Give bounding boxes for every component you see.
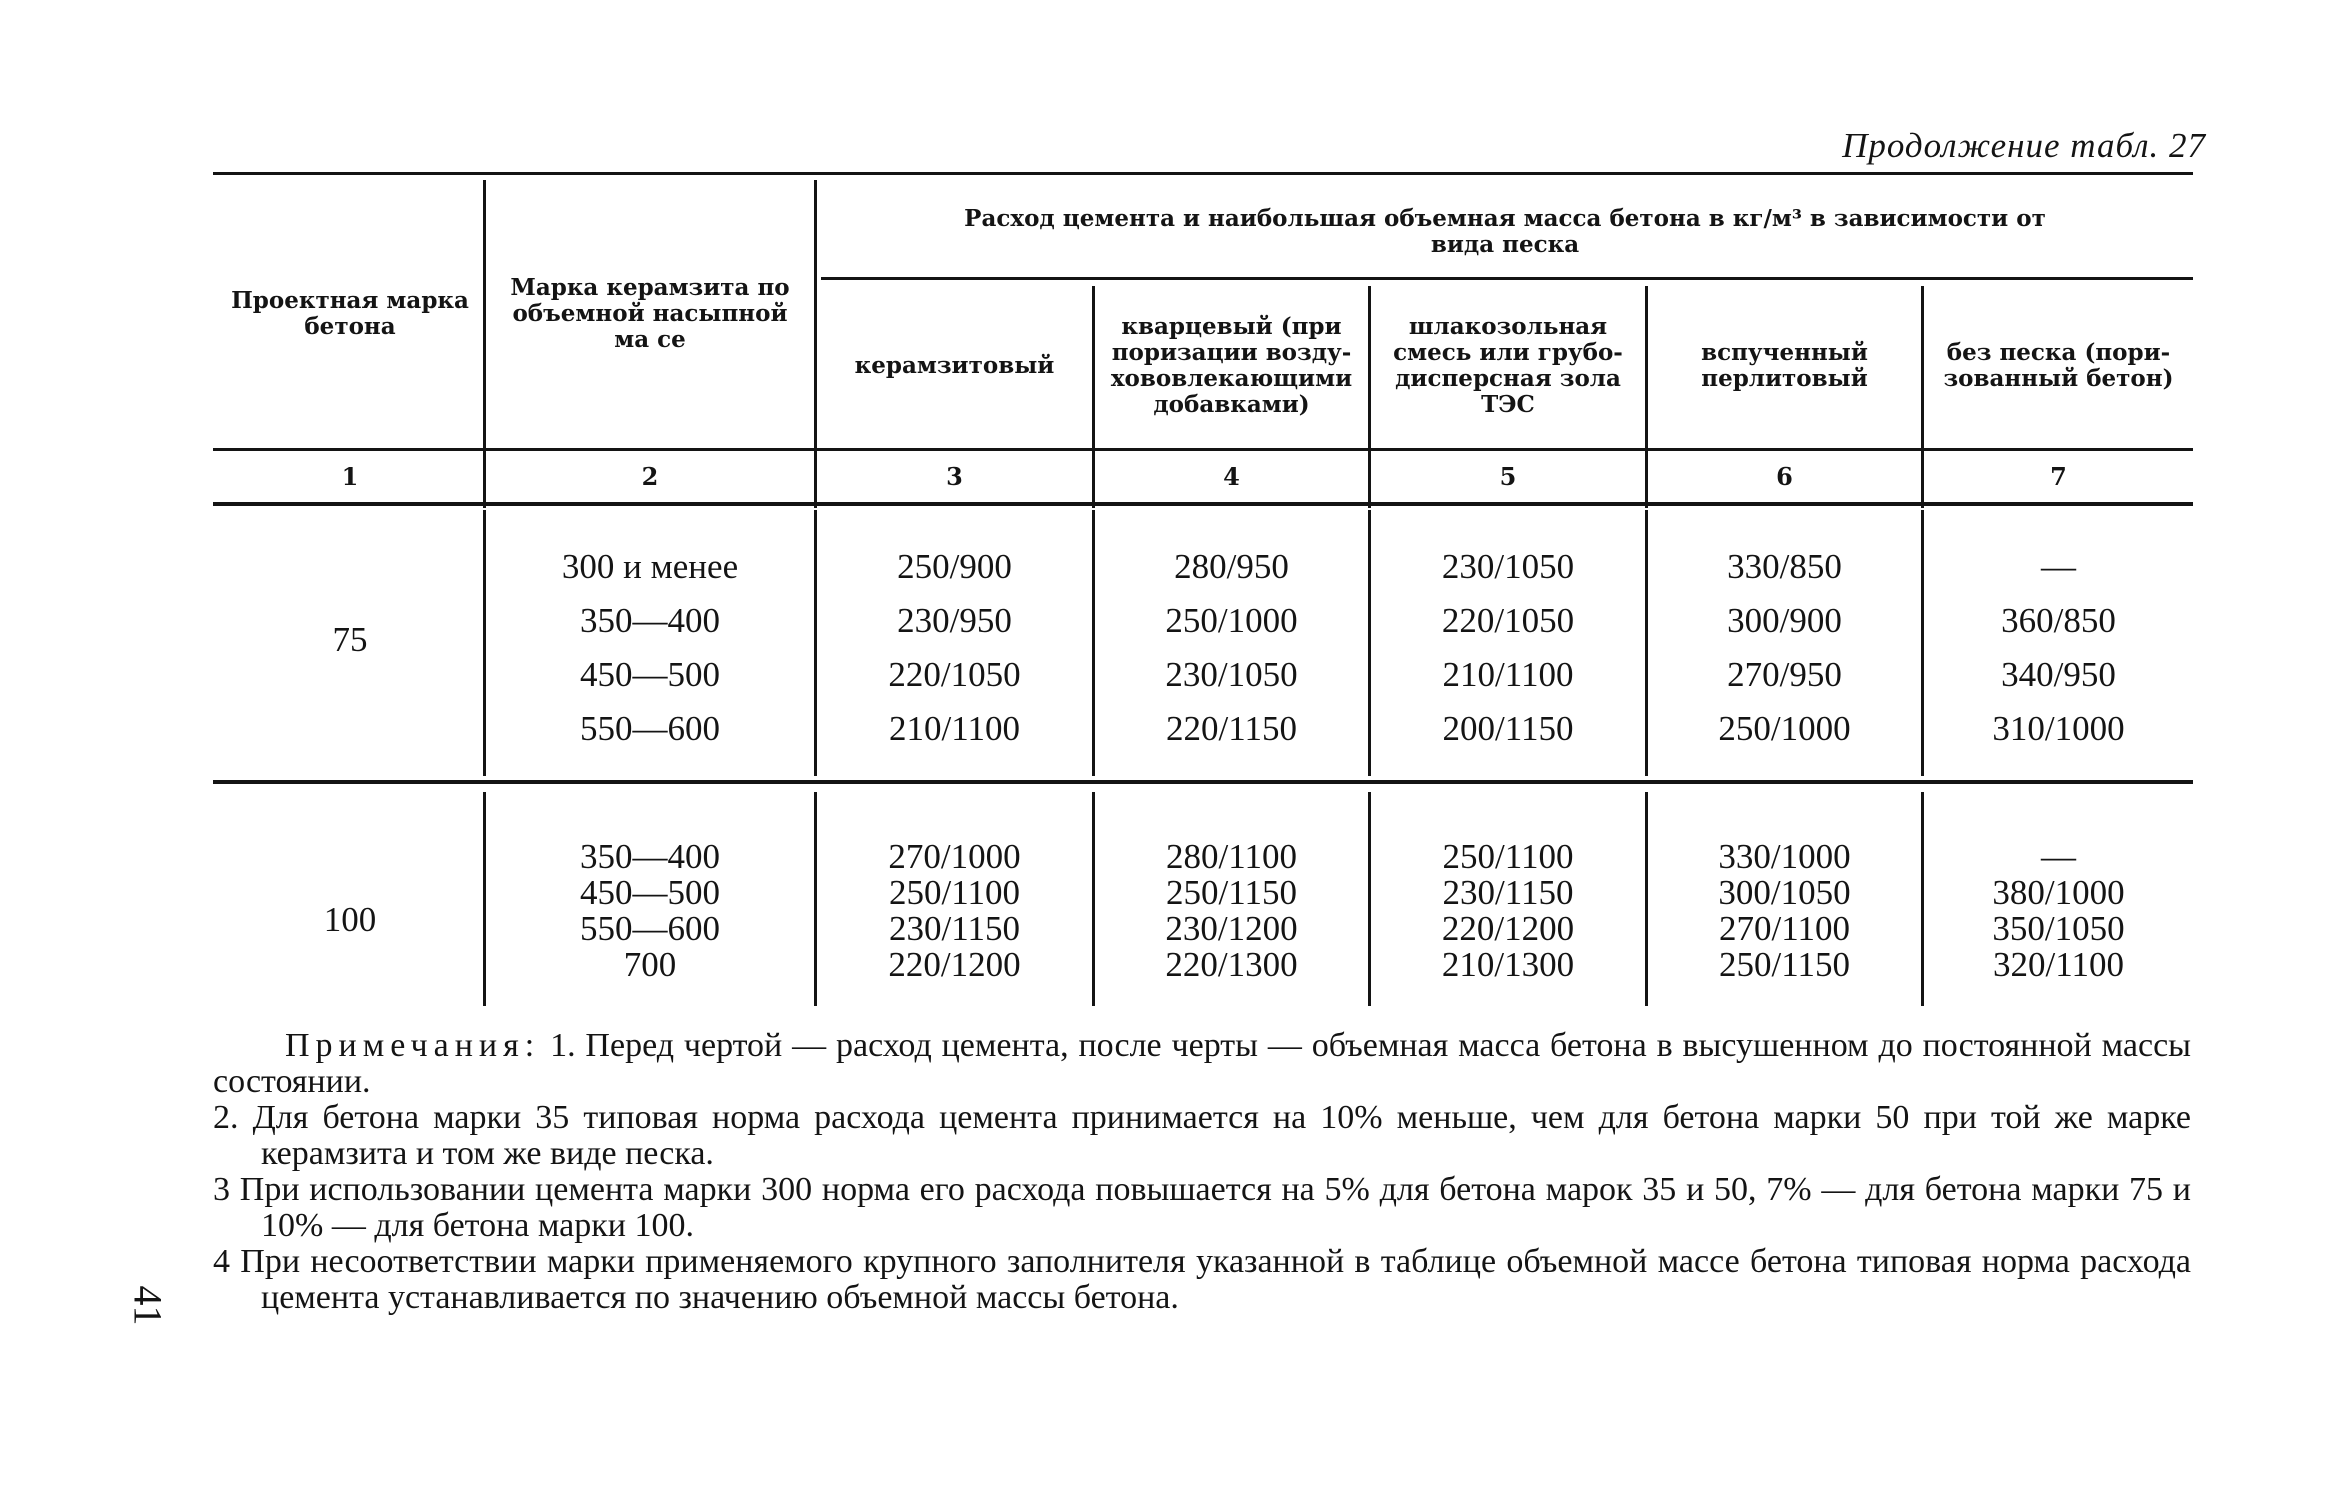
header-no-sand: без песка (пори-зованный бетон) — [1943, 339, 2174, 392]
value: 300/900 — [1727, 601, 1842, 640]
column-numbers-rule — [213, 502, 2193, 506]
value: 250/900 — [897, 547, 1012, 586]
group-separator-rule — [213, 780, 2193, 784]
keramzit-grades-cell — [486, 548, 814, 748]
value: 280/1100 — [1166, 837, 1297, 876]
header-cement-consumption: Расход цемента и наибольшая объемная масса бетона в кг/м³ в зависимости от вида песка — [964, 205, 2046, 258]
value: 330/850 — [1727, 547, 1842, 586]
page-number: 41 — [125, 1285, 171, 1326]
value: — — [2040, 547, 2076, 586]
note-4: 4 При несоответствии марки применяемого крупного заполнителя указанной в таблице объемной массе бетона типовая норма расхода цемента устанавливается по значению объемной массы бетона. — [213, 1243, 2191, 1316]
value: 220/1200 — [1441, 909, 1575, 948]
column-number: 4 — [1223, 461, 1240, 491]
note-3: 3 При использовании цемента марки 300 норма его расхода повышается на 5% для бетона марок 35 и 50, 7% — для бетона марки 75 и 10% — для бетона марки 100. — [213, 1171, 2191, 1244]
value: 210/1100 — [1442, 655, 1574, 694]
value: 230/1050 — [1441, 547, 1575, 586]
value: 220/1050 — [888, 655, 1021, 694]
values-quartz-sand — [1095, 548, 1368, 748]
design-grade-value: 75 — [332, 620, 368, 659]
values-keramzit-sand — [817, 836, 1092, 986]
column-number: 2 — [641, 461, 659, 491]
values-no-sand — [1924, 836, 2193, 986]
keramzit-grade: 550—600 — [580, 909, 720, 948]
value: 310/1000 — [1992, 709, 2125, 748]
values-keramzit-sand — [817, 548, 1092, 748]
column-number: 3 — [946, 461, 963, 491]
value: 380/1000 — [1992, 873, 2125, 912]
value: 200/1150 — [1442, 709, 1574, 748]
value: 270/950 — [1727, 655, 1842, 694]
value: 230/1150 — [1442, 873, 1574, 912]
values-perlite-sand — [1648, 548, 1921, 748]
keramzit-grade: 350—400 — [580, 601, 720, 640]
value: 320/1100 — [1993, 945, 2124, 984]
value: 250/1150 — [1719, 945, 1850, 984]
header-bottom-rule — [213, 448, 2193, 451]
design-grade-value: 100 — [323, 900, 377, 939]
column-number: 6 — [1776, 461, 1793, 491]
value: 220/1050 — [1441, 601, 1575, 640]
group-header-rule — [821, 277, 2193, 280]
keramzit-grade: 450—500 — [580, 655, 720, 694]
value: 220/1300 — [1165, 945, 1298, 984]
table-caption: Продолжение табл. 27 — [1842, 126, 2206, 165]
value: 250/1000 — [1165, 601, 1298, 640]
header-sand-slag-ash: шлакозольная смесь или грубо-дисперсная зола ТЭС — [1393, 313, 1623, 418]
value: 250/1100 — [889, 873, 1020, 912]
header-sand-quartz: кварцевый (при поризации возду-хововлекающими добавками) — [1110, 313, 1353, 418]
value: 250/1150 — [1166, 873, 1297, 912]
notes-title: Примечания: — [285, 1027, 541, 1064]
note-2: 2. Для бетона марки 35 типовая норма расхода цемента принимается на 10% меньше, чем для бетона марки 50 при той же марке керамзита и том же виде песка. — [213, 1099, 2191, 1172]
column-number: 7 — [2050, 461, 2067, 491]
value: 230/1150 — [889, 909, 1020, 948]
values-quartz-sand — [1095, 836, 1368, 986]
value: 250/1100 — [1442, 837, 1574, 876]
value: 220/1150 — [1166, 709, 1297, 748]
note-1: Примечания: 1. Перед чертой — расход цемента, после черты — объемная масса бетона в высушенном до постоянной массы состоянии. — [213, 1027, 2192, 1100]
keramzit-grade: 700 — [623, 945, 677, 984]
column-number: 5 — [1499, 461, 1517, 491]
header-keramzit-grade: Марка керамзита по объемной насыпной ма се — [510, 274, 790, 353]
keramzit-grade: 550—600 — [580, 709, 720, 748]
header-sand-keramzit: керамзитовый — [854, 352, 1055, 379]
values-no-sand — [1924, 548, 2193, 748]
notes-block — [213, 1028, 2191, 1316]
values-slag-ash — [1371, 836, 1645, 986]
table-top-rule — [213, 172, 2193, 175]
keramzit-grade: 300 и менее — [561, 547, 739, 586]
value: 230/1050 — [1165, 655, 1298, 694]
column-number: 1 — [341, 461, 359, 491]
values-perlite-sand — [1648, 836, 1921, 986]
value: 230/1200 — [1165, 909, 1298, 948]
value: 270/1100 — [1719, 909, 1850, 948]
value: 250/1000 — [1718, 709, 1851, 748]
header-sand-perlite: вспученный перлитовый — [1701, 339, 1868, 392]
keramzit-grade: 350—400 — [580, 837, 720, 876]
value: 210/1100 — [889, 709, 1020, 748]
values-slag-ash — [1371, 548, 1645, 748]
value: 210/1300 — [1441, 945, 1575, 984]
value: 350/1050 — [1992, 909, 2125, 948]
value: 280/950 — [1174, 547, 1289, 586]
header-design-grade: Проектная марка бетона — [231, 287, 469, 340]
value: 300/1050 — [1718, 873, 1851, 912]
value: 340/950 — [2001, 655, 2116, 694]
value: — — [2040, 837, 2076, 876]
value: 230/950 — [897, 601, 1012, 640]
value: 220/1200 — [888, 945, 1021, 984]
keramzit-grades-cell — [486, 836, 814, 986]
value: 360/850 — [2001, 601, 2116, 640]
keramzit-grade: 450—500 — [580, 873, 720, 912]
value: 330/1000 — [1718, 837, 1851, 876]
value: 270/1000 — [888, 837, 1021, 876]
